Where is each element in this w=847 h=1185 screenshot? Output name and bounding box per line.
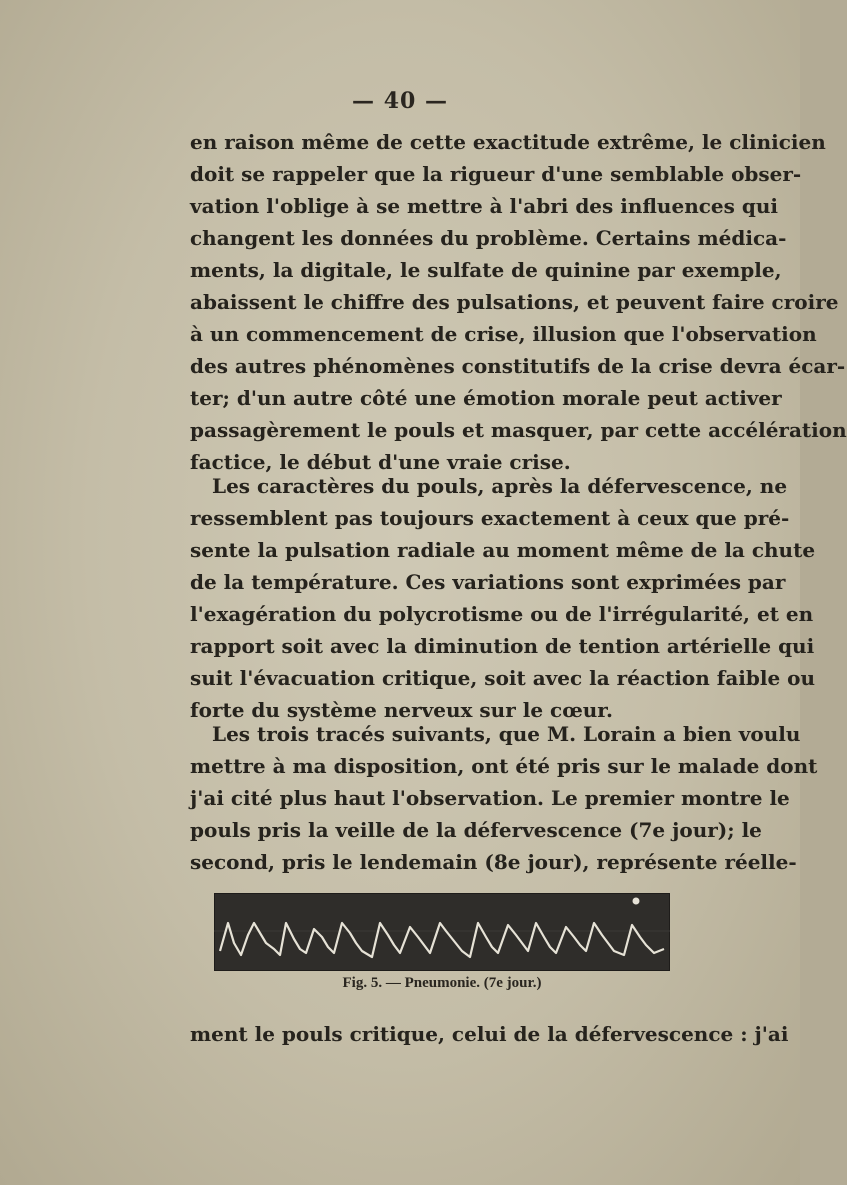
text-line: factice, le début d'une vraie crise. xyxy=(190,450,571,474)
text-line: l'exagération du polycrotisme ou de l'irrégularité, et en xyxy=(190,602,814,626)
text-line: sente la pulsation radiale au moment même de la chute xyxy=(190,538,816,562)
text-line: abaissent le chiffre des pulsations, et peuvent faire croire xyxy=(190,290,839,314)
text-line: ter; d'un autre côté une émotion morale peut activer xyxy=(190,386,782,410)
text-line: mettre à ma disposition, ont été pris sur le malade dont xyxy=(190,754,818,778)
text-line: vation l'oblige à se mettre à l'abri des influences qui xyxy=(190,194,778,218)
text-line: j'ai cité plus haut l'observation. Le premier montre le xyxy=(190,786,790,810)
paragraph-2 xyxy=(190,470,816,726)
pulse-tracing-figure xyxy=(214,893,670,971)
text-line: ments, la digitale, le sulfate de quinine par exemple, xyxy=(190,258,782,282)
text-line: doit se rappeler que la rigueur d'une semblable obser- xyxy=(190,162,802,186)
text-line: Les caractères du pouls, après la défervescence, ne xyxy=(212,474,788,498)
paragraph-3 xyxy=(190,718,818,878)
text-line: de la température. Ces variations sont exprimées par xyxy=(190,570,786,594)
figure-caption: Fig. 5. — Pneumonie. (7e jour.) xyxy=(342,975,542,991)
text-line: ment le pouls critique, celui de la défervescence : j'ai xyxy=(190,1022,789,1046)
text-line: ressemblent pas toujours exactement à ceux que pré- xyxy=(190,506,790,530)
text-line: rapport soit avec la diminution de tention artérielle qui xyxy=(190,634,815,658)
paragraph-4 xyxy=(190,1018,789,1050)
text-line: pouls pris la veille de la défervescence (7e jour); le xyxy=(190,818,762,842)
text-line: Les trois tracés suivants, que M. Lorain a bien voulu xyxy=(212,722,801,746)
text-line: des autres phénomènes constitutifs de la crise devra écar- xyxy=(190,354,846,378)
text-line: suit l'évacuation critique, soit avec la réaction faible ou xyxy=(190,666,816,690)
text-line: passagèrement le pouls et masquer, par cette accélération xyxy=(190,418,847,442)
text-line: second, pris le lendemain (8e jour), représente réelle- xyxy=(190,850,797,874)
text-line: changent les données du problème. Certains médica- xyxy=(190,226,787,250)
text-line: forte du système nerveux sur le cœur. xyxy=(190,698,613,722)
text-line: en raison même de cette exactitude extrême, le clinicien xyxy=(190,130,826,154)
page-number: — 40 — xyxy=(352,88,448,114)
paragraph-1 xyxy=(190,126,847,478)
text-line: à un commencement de crise, illusion que l'observation xyxy=(190,322,817,346)
pulse-tracing xyxy=(214,893,670,971)
